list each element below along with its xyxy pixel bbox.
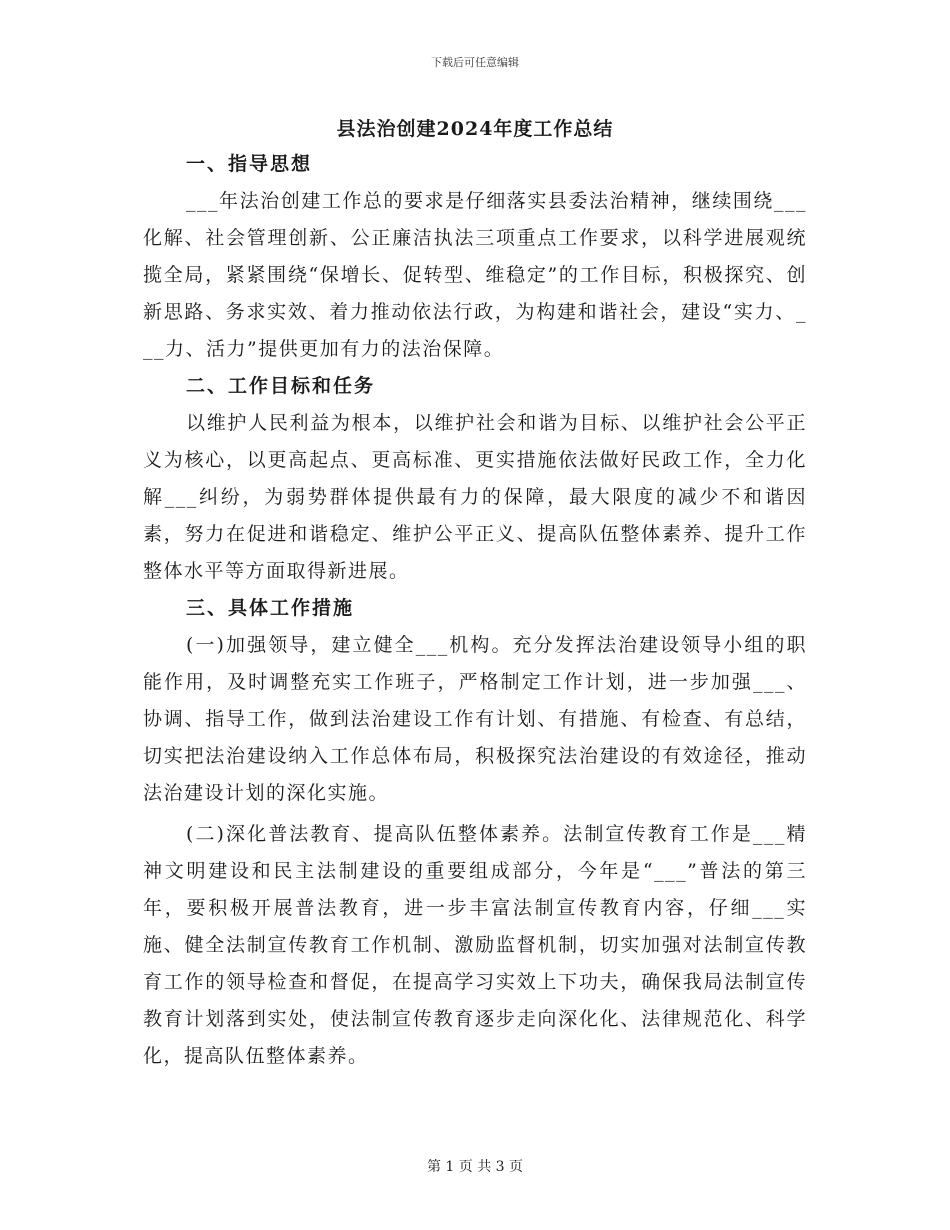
paragraph: (一)加强领导，建立健全___机构。充分发挥法治建设领导小组的职能作用，及时调整充实工作班子，严格制定工作计划，进一步加强___、协调、指导工作，做到法治建设工作有计划、有措施、有检查、有总结，切实把法治建设纳入工作总体布局，积极探究法治建设的有效途径，推动法治建设计划的深化实施。	[143, 634, 807, 804]
section-heading-specific-measures: 三、具体工作措施	[186, 597, 355, 619]
paragraph: (二)深化普法教育、提高队伍整体素养。法制宣传教育工作是___精神文明建设和民主法制建设的重要组成部分，今年是“___”普法的第三年，要积极开展普法教育，进一步丰富法制宣传教育内容，仔细___实施、健全法制宣传教育工作机制、激励监督机制，切实加强对法制宣传教育工作的领导检查和督促，在提高学习实效上下功夫，确保我局法制宣传教育计划落到实处，使法制宣传教育逐步走向深化化、法律规范化、科学化，提高队伍整体素养。	[143, 823, 807, 1067]
document-title: 县法治创建2024年度工作总结	[336, 118, 614, 140]
section-heading-guiding-ideology: 一、指导思想	[186, 153, 313, 175]
page-indicator: 第 1 页 共 3 页	[426, 1159, 524, 1175]
header-note: 下载后可任意编辑	[431, 56, 519, 69]
document-body	[143, 146, 807, 1075]
section-heading-goals-and-tasks: 二、工作目标和任务	[186, 375, 376, 397]
paragraph: 以维护人民利益为根本，以维护社会和谐为目标、以维护社会公平正义为核心，以更高起点、更高标准、更实措施依法做好民政工作，全力化解___纠纷，为弱势群体提供最有力的保障，最大限度的减少不和谐因素，努力在促进和谐稳定、维护公平正义、提高队伍整体素养、提升工作整体水平等方面取得新进展。	[143, 412, 807, 582]
paragraph: ___年法治创建工作总的要求是仔细落实县委法治精神，继续围绕___化解、社会管理创新、公正廉洁执法三项重点工作要求，以科学进展观统揽全局，紧紧围绕“保增长、促转型、维稳定”的工作目标，积极探究、创新思路、务求实效、着力推动依法行政，为构建和谐社会，建设“实力、___力、活力”提供更加有力的法治保障。	[143, 190, 807, 360]
